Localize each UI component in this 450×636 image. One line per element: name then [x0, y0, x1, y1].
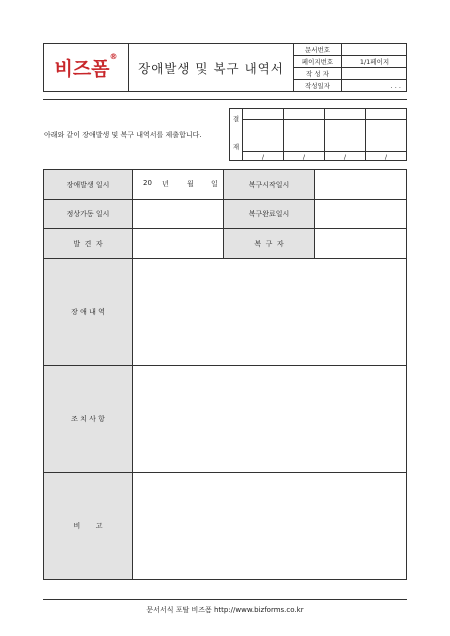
approval-slash-2: /: [302, 152, 306, 161]
meta-value-author[interactable]: [342, 68, 407, 79]
bizforms-logo: 비즈폼®: [54, 52, 118, 80]
actions-label: 조 치 사 항: [44, 366, 132, 472]
footer-text: 문서서식 포탈 비즈폼 http://www.bizforms.co.kr: [146, 606, 304, 614]
recoverer-label: 복 구 자: [224, 229, 314, 258]
day-unit: 일: [211, 180, 218, 188]
meta-value-doc-number[interactable]: [342, 44, 407, 55]
finder-field[interactable]: [133, 229, 223, 258]
finder-label: 발 견 자: [44, 229, 132, 258]
approval-label-bottom: 재: [232, 142, 240, 151]
occurred-at-label: 장애발생 일시: [44, 170, 132, 199]
document-title: 장애발생 및 복구 내역서: [138, 60, 284, 76]
fault-details-label: 장 애 내 역: [44, 259, 132, 365]
intro-text: 아래와 같이 장애발생 및 복구 내역서를 제출합니다.: [44, 131, 202, 139]
recoverer-field[interactable]: [315, 229, 406, 258]
meta-label-date: 작성일자: [304, 82, 331, 90]
meta-label-doc-number: 문서번호: [304, 46, 331, 54]
approval-label-top: 결: [232, 114, 240, 123]
meta-value-date[interactable]: . . .: [390, 81, 401, 90]
approval-slash-3: /: [343, 152, 347, 161]
normal-op-label: 정상가동 일시: [44, 200, 132, 228]
year-unit: 년: [162, 180, 169, 188]
meta-label-page-number: 페이지번호: [301, 58, 334, 66]
month-unit: 월: [187, 180, 194, 188]
recovery-start-field[interactable]: [315, 170, 406, 199]
fault-details-field[interactable]: [133, 259, 406, 365]
actions-field[interactable]: [133, 366, 406, 472]
normal-op-field[interactable]: [133, 200, 223, 228]
remarks-field[interactable]: [133, 473, 406, 579]
section-rule: [43, 99, 407, 100]
approval-slash-1: /: [261, 152, 265, 161]
approval-slash-4: /: [384, 152, 388, 161]
footer-rule: [43, 599, 407, 600]
recovery-done-field[interactable]: [315, 200, 406, 228]
remarks-label: 비 고: [44, 473, 132, 579]
year-prefix: 20: [143, 179, 152, 187]
recovery-done-label: 복구완료일시: [224, 200, 314, 228]
divider: [243, 119, 407, 120]
recovery-start-label: 복구시작일시: [224, 170, 314, 199]
occurred-at-field[interactable]: [133, 170, 223, 199]
logo-cell: [44, 44, 128, 91]
meta-label-author: 작 성 자: [306, 70, 329, 78]
meta-value-page-number: 1/1페이지: [359, 58, 390, 66]
